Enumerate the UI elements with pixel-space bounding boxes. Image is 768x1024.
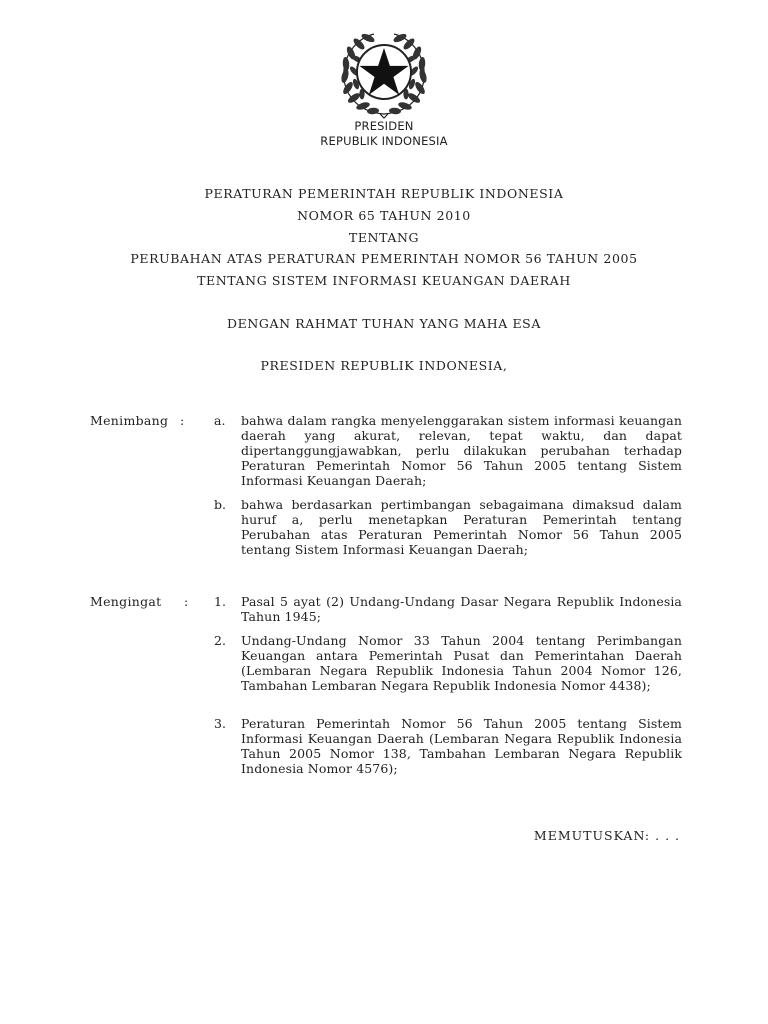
mengingat-marker-1: 1. — [214, 594, 226, 609]
memutuskan-line: MEMUTUSKAN: . . . — [533, 828, 680, 843]
menimbang-marker-a: a. — [214, 413, 226, 428]
mengingat-marker-3: 3. — [214, 716, 226, 731]
menimbang-marker-b: b. — [214, 497, 226, 512]
regulation-subject-line1: PERUBAHAN ATAS PERATURAN PEMERINTAH NOMOR 56 TAHUN 2005 — [130, 251, 638, 266]
blessing-line: DENGAN RAHMAT TUHAN YANG MAHA ESA — [227, 316, 541, 331]
regulation-subject-line2: TENTANG SISTEM INFORMASI KEUANGAN DAERAH — [197, 273, 571, 288]
menimbang-colon: : — [180, 413, 185, 428]
mengingat-clause-1: Pasal 5 ayat (2) Undang-Undang Dasar Negara Republik Indonesia Tahun 1945; — [241, 594, 682, 624]
regulation-tentang: TENTANG — [348, 230, 420, 245]
mengingat-clause-3: Peraturan Pemerintah Nomor 56 Tahun 2005 tentang Sistem Informasi Keuangan Daerah (Lembaran Negara Republik Indonesia Tahun 2005 Nomor 138, Tambahan Lembaran Negara Republik Indonesia Nomor 4576); — [241, 716, 682, 776]
mengingat-label: Mengingat — [90, 594, 162, 609]
letterhead-president: PRESIDEN — [354, 119, 414, 133]
mengingat-colon: : — [184, 594, 189, 609]
mengingat-clause-2: Undang-Undang Nomor 33 Tahun 2004 tentang Perimbangan Keuangan antara Pemerintah Pusat dan Pemerintahan Daerah (Lembaran Negara Republik Indonesia Tahun 2004 Nomor 126, Tambahan Lembaran Negara Republik Indonesia Nomor 4438); — [241, 633, 682, 693]
letterhead-republic: REPUBLIK INDONESIA — [320, 134, 448, 148]
menimbang-label: Menimbang — [90, 413, 169, 428]
menimbang-clause-a: bahwa dalam rangka menyelenggarakan sistem informasi keuangan daerah yang akurat, relevan, tepat waktu, dan dapat dipertanggungjawabkan, perlu dilakukan perubahan terhadap Peraturan Pemerintah Nomor 56 Tahun 2005 tentang Sistem Informasi Keuangan Daerah; — [241, 413, 682, 488]
regulation-title: PERATURAN PEMERINTAH REPUBLIK INDONESIA — [204, 186, 564, 201]
presidential-seal-icon — [334, 26, 434, 122]
president-line: PRESIDEN REPUBLIK INDONESIA, — [260, 358, 508, 373]
menimbang-clause-b: bahwa berdasarkan pertimbangan sebagaimana dimaksud dalam huruf a, perlu menetapkan Peraturan Pemerintah tentang Perubahan atas Peraturan Pemerintah Nomor 56 Tahun 2005 tentang Sistem Informasi Keuangan Daerah; — [241, 497, 682, 557]
regulation-number: NOMOR 65 TAHUN 2010 — [297, 208, 471, 223]
mengingat-marker-2: 2. — [214, 633, 226, 648]
